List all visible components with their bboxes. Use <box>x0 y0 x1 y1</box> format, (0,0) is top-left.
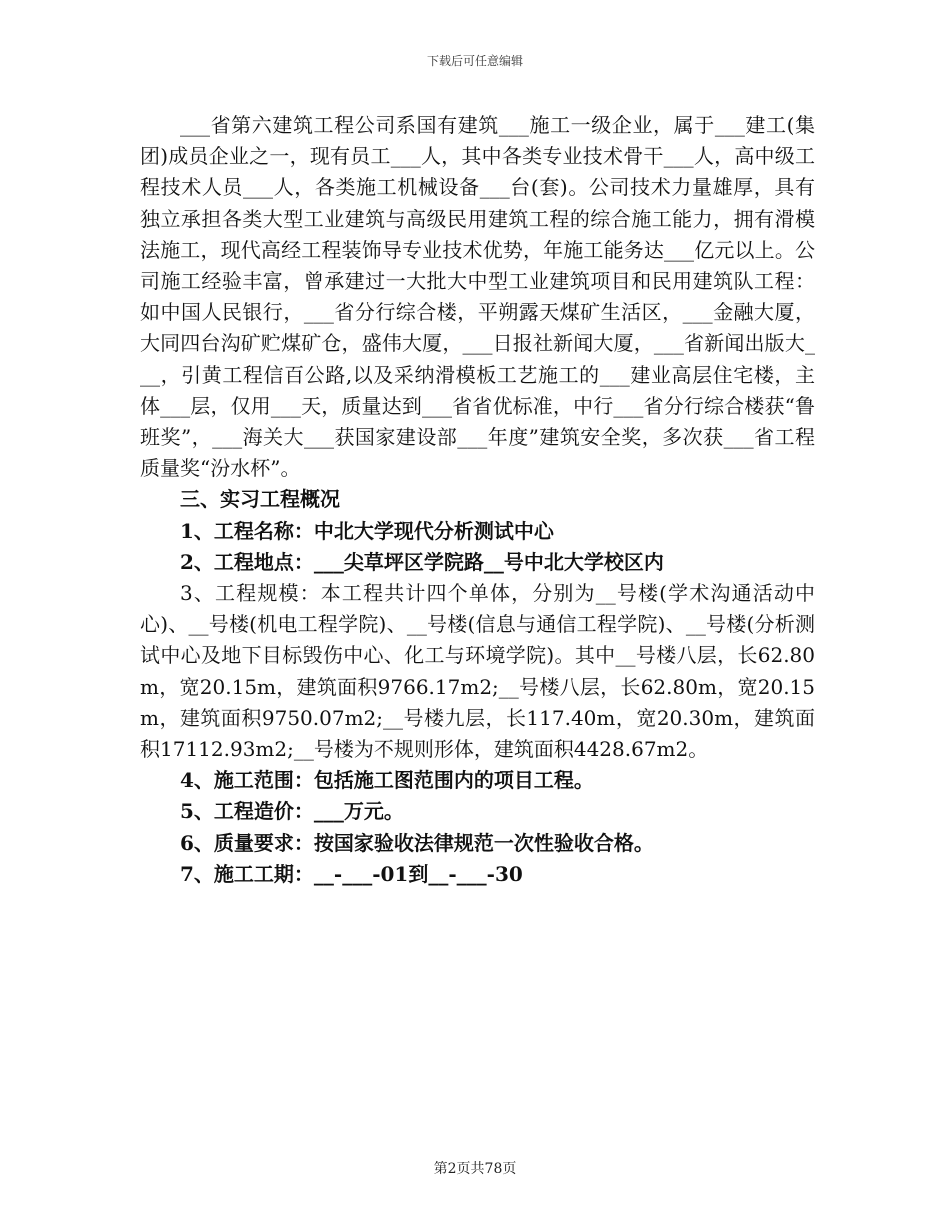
quality-requirement: 6、质量要求：按国家验收法律规范一次性验收合格。 <box>180 830 654 855</box>
project-location: 2、工程地点：___尖草坪区学院路__号中北大学校区内 <box>180 549 664 574</box>
document-body <box>140 110 815 890</box>
construction-scope: 4、施工范围：包括施工图范围内的项目工程。 <box>180 768 594 793</box>
project-name: 1、工程名称：中北大学现代分析测试中心 <box>180 518 554 543</box>
construction-period: 7、施工工期：__-___-01到__-___-30 <box>180 861 523 886</box>
page-header: 下载后可任意编辑 <box>426 54 523 68</box>
page-number-footer: 第2页共78页 <box>433 1161 517 1177</box>
project-scale-paragraph: 3、工程规模：本工程共计四个单体，分别为__号楼(学术沟通活动中心)、__号楼(机电工程学院)、__号楼(信息与通信工程学院)、__号楼(分析测试中心及地下目标毁伤中心、化工与环境学院)。其中__号楼八层，长62.80m，宽20.15m，建筑面积9766.17m2;__号楼八层，长62.80m，宽20.15m，建筑面积9750.07m2;__号楼九层，长117.40m，宽20.30m，建筑面积17112.93m2;__号楼为不规则形体，建筑面积4428.67m2。 <box>140 581 815 762</box>
company-intro-paragraph: ___省第六建筑工程公司系国有建筑___施工一级企业，属于___建工(集团)成员企业之一，现有员工___人，其中各类专业技术骨干___人，高中级工程技术人员___人，各类施工机械设备___台(套)。公司技术力量雄厚，具有独立承担各类大型工业建筑与高级民用建筑工程的综合施工能力，拥有滑模法施工，现代高经工程装饰导专业技术优势，年施工能务达___亿元以上。公司施工经验丰富，曾承建过一大批大中型工业建筑项目和民用建筑队工程：如中国人民银行，___省分行综合楼，平朔露天煤矿生活区，___金融大厦，大同四台沟矿贮煤矿仓，盛伟大厦，___日报社新闻大厦，___省新闻出版大___，引黄工程信百公路,以及采纳滑模板工艺施工的___建业高层住宅楼，主体___层，仅用___天，质量达到___省省优标准，中行___省分行综合楼获“鲁班奖”，___海关大___获国家建设部___年度”建筑安全奖，多次获___省工程质量奖“汾水杯”。 <box>140 113 815 481</box>
section-heading: 三、实习工程概况 <box>180 487 340 512</box>
project-cost: 5、工程造价：___万元。 <box>180 799 404 824</box>
